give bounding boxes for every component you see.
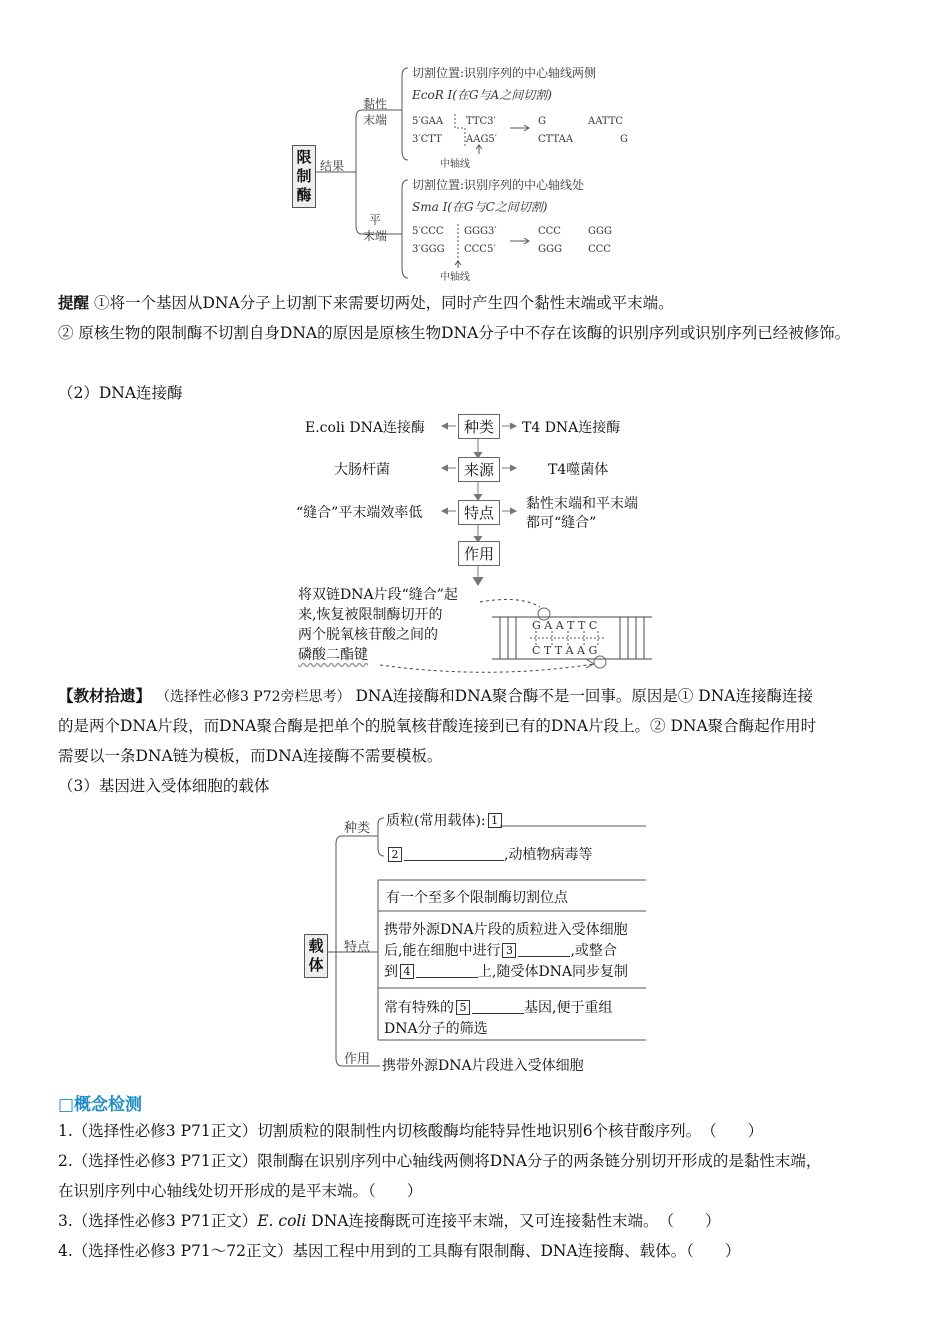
tip-line2: ② 原核生物的限制酶不切割自身DNA的原因是原核生物DNA分子中不存在该酶的识别序列或识别序列已经被修饰。	[58, 324, 851, 342]
answer-blank[interactable]	[416, 977, 478, 978]
answer-blank[interactable]	[404, 860, 504, 861]
blunt-end-label: 平 末端	[363, 213, 388, 243]
blank-number: 5	[456, 1000, 470, 1015]
blank-number: 1	[488, 813, 502, 828]
note-source: （选择性必修3 P72旁栏思考）	[155, 689, 351, 705]
vector-feature-label: 特点	[344, 940, 371, 955]
blunt-seq: GGG3′	[464, 226, 497, 237]
blunt-cut-position: 切割位置:识别序列的中心轴线处	[412, 178, 585, 192]
axis-label: 中轴线	[440, 272, 470, 283]
answer-blank[interactable]	[472, 1013, 524, 1014]
question-3-source: 3.（选择性必修3 P71正文）	[58, 1212, 258, 1230]
sticky-seq: AAG5′	[466, 134, 498, 145]
blunt-result: CCC	[588, 244, 611, 255]
blunt-seq: 3′GGG	[412, 244, 445, 255]
blunt-seq: 5′CCC	[412, 226, 444, 237]
question-3	[58, 1206, 894, 1236]
function-text: 两个脱氧核苷酸之间的	[298, 627, 438, 643]
section-vector: （3）基因进入受体细胞的载体	[58, 777, 270, 795]
question-3-text: DNA连接酶既可连接平末端，又可连接黏性末端。 （ ）	[306, 1212, 721, 1230]
feature-1: 有一个至多个限制酶切割位点	[386, 890, 568, 906]
feature-2	[384, 940, 617, 960]
restriction-enzyme-box: 限 制 酶	[292, 145, 316, 208]
feature-2d: 到	[384, 964, 398, 980]
note-line3: 需要以一条DNA链为模板，而DNA连接酶不需要模板。	[58, 747, 443, 765]
feature-3a: 常有特殊的	[384, 1000, 454, 1016]
note-text: DNA连接酶和DNA聚合酶不是一回事。原因是① DNA连接酶连接	[355, 687, 813, 705]
sticky-seq: TTC3′	[466, 116, 496, 127]
kind-plasmid	[386, 810, 504, 830]
ecoli-feature: “缝合”平末端效率低	[296, 505, 423, 521]
note-label: 【教材拾遗】	[58, 687, 152, 705]
vector-box: 载 体	[304, 934, 328, 978]
ecoli-ligase: E.coli DNA连接酶	[305, 420, 425, 436]
answer-blank[interactable]	[518, 956, 570, 957]
blank-number: 2	[388, 847, 402, 862]
blunt-result: CCC	[538, 226, 561, 237]
function-text: 将双链DNA片段“缝合”起	[298, 587, 458, 603]
ecor1-note: EcoR Ⅰ(在G与A之间切割)	[412, 88, 552, 102]
feature-box: 特点	[458, 500, 500, 525]
blunt-result: GGG	[538, 244, 562, 255]
sticky-result: AATTC	[588, 116, 624, 127]
t4-feature: 都可“缝合”	[526, 515, 597, 531]
axis-label: 中轴线	[440, 159, 470, 170]
kind-plasmid-text: 质粒(常用载体):	[386, 813, 486, 829]
feature-2	[384, 961, 628, 981]
vector-use-label: 作用	[344, 1052, 371, 1067]
source-box: 来源	[458, 457, 500, 482]
feature-3: DNA分子的筛选	[384, 1021, 488, 1037]
section-dna-ligase: （2）DNA连接酶	[58, 384, 183, 402]
sticky-seq: 3′CTT	[412, 134, 442, 145]
function-box: 作用	[458, 541, 500, 566]
ecoli-source: 大肠杆菌	[334, 462, 390, 478]
feature-2c: ,或整合	[570, 943, 617, 959]
dna-top-strand: G A A T T C	[532, 619, 598, 632]
note-line1	[58, 681, 894, 712]
vector-use: 携带外源DNA片段进入受体细胞	[382, 1058, 584, 1074]
sma1-note: Sma Ⅰ(在G与C之间切割)	[412, 200, 548, 214]
question-3-ecoli: E. coli	[257, 1212, 307, 1230]
sticky-end-label: 黏性 末端	[363, 97, 388, 127]
feature-3b: 基因,便于重组	[524, 1000, 613, 1016]
function-text: 来,恢复被限制酶切开的	[298, 607, 443, 623]
dna-bottom-strand: C T T A A G	[532, 644, 598, 657]
tip-label: 提醒	[58, 294, 90, 312]
vector-kind-label: 种类	[344, 821, 371, 836]
blank-number: 3	[502, 943, 516, 958]
feature-3	[384, 997, 612, 1017]
sticky-seq: 5′GAA	[412, 116, 444, 127]
feature-2b: 后,能在细胞中进行	[384, 943, 501, 959]
blank-number: 4	[400, 964, 414, 979]
feature-2e: 上,随受体DNA同步复制	[478, 964, 629, 980]
question-2: 2.（选择性必修3 P71正文）限制酶在识别序列中心轴线两侧将DNA分子的两条链分别切开形成的是黏性末端，	[58, 1152, 822, 1170]
result-label: 结果	[320, 159, 345, 173]
kind-other	[386, 844, 592, 864]
tip-text: ①将一个基因从DNA分子上切割下来需要切两处，同时产生四个黏性末端或平末端。	[93, 294, 674, 312]
question-1: 1.（选择性必修3 P71正文）切割质粒的限制性内切核酸酶均能特异性地识别6个核苷酸序列。 （ ）	[58, 1122, 764, 1140]
note-line2: 的是两个DNA片段，而DNA聚合酶是把单个的脱氧核苷酸连接到已有的DNA片段上。② DNA聚合酶起作用时	[58, 717, 817, 735]
feature-2: 携带外源DNA片段的质粒进入受体细胞	[384, 922, 628, 938]
t4-feature: 黏性末端和平末端	[526, 496, 638, 512]
concept-check-heading: □概念检测	[58, 1095, 143, 1115]
blunt-result: GGG	[588, 226, 612, 237]
tip-line1	[58, 288, 894, 318]
t4-source: T4噬菌体	[548, 462, 609, 478]
sticky-result: G	[538, 116, 546, 127]
question-2: 在识别序列中心轴线处切开形成的是平末端。（ ）	[58, 1182, 423, 1200]
sticky-result: G	[620, 134, 628, 145]
kind-other-text: ,动植物病毒等	[504, 847, 593, 863]
sticky-result: CTTAA	[538, 134, 574, 145]
sticky-cut-position: 切割位置:识别序列的中心轴线两侧	[412, 66, 597, 80]
question-4: 4.（选择性必修3 P71～72正文）基因工程中用到的工具酶有限制酶、DNA连接酶、载体。（ ）	[58, 1242, 741, 1260]
kind-box: 种类	[458, 414, 500, 439]
t4-ligase: T4 DNA连接酶	[522, 420, 621, 436]
blunt-seq: CCC5′	[464, 244, 496, 255]
function-text: 磷酸二酯键	[298, 647, 368, 663]
